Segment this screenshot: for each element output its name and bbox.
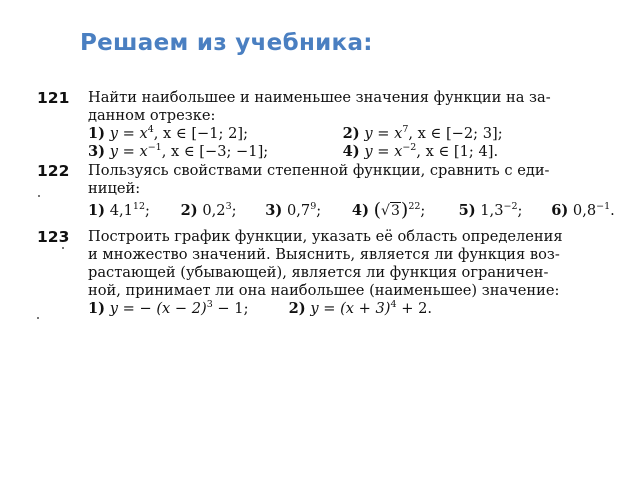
problem-text-line: данном отрезке: (88, 107, 216, 124)
problem-item: 4) $y = x^{-2}$, x ∈ [1; 4]. (342, 142, 499, 160)
problem-items-row (88, 300, 616, 318)
problem-item: 1) y = − $(x - 2)^3 - 1$; (88, 299, 249, 317)
problem-item: 3) $0,7^9$; (265, 201, 322, 219)
problem-number: 123 (37, 228, 70, 246)
problem-text-line: Построить график функции, указать её область определения (88, 228, 563, 245)
problem-text-line: растающей (убывающей), является ли функция ограничен- (88, 264, 549, 281)
problem-items-row (88, 143, 616, 161)
problem-122 (36, 162, 616, 223)
problem-item: 3) $y = x^{-1}$, x ∈ [−3; −1]; (88, 142, 269, 160)
problem-item: 2) $y = x^7$, x ∈ [−2; 3]; (342, 124, 503, 142)
textbook-scan (36, 89, 616, 359)
problem-number: 122 (37, 162, 70, 180)
problem-items-row (88, 125, 616, 143)
problem-text-line: ной, принимает ли она наибольшее (наименьшее) значение: (88, 282, 560, 299)
problem-items-row (88, 198, 616, 223)
scan-speck (38, 195, 40, 197)
problem-item: 1) $4,1^{12}$; (88, 201, 150, 219)
problem-item: 5) $1,3^{-2}$; (458, 201, 523, 219)
problem-text-line: и множество значений. Выяснить, является ли функция воз- (88, 246, 560, 263)
scan-speck (62, 247, 64, 249)
problem-item: 2) $y = (x + 3)^4 + 2$. (288, 299, 432, 317)
problem-item: 1) $y = x^4$, x ∈ [−1; 2]; (88, 124, 248, 142)
problem-number: 121 (37, 89, 70, 107)
problem-text-line: Найти наибольшее и наименьшее значения функции на за- (88, 89, 551, 106)
problem-text-line: Пользуясь свойствами степенной функции, сравнить с еди- (88, 162, 550, 179)
problem-item: 4) $(√3)^{22}$; (351, 199, 426, 221)
problem-123 (36, 228, 616, 318)
problem-item: 2) $0,2^3$; (180, 201, 237, 219)
problem-121 (36, 89, 616, 161)
slide-title: Решаем из учебника: (80, 30, 373, 56)
problem-text-line: ницей: (88, 180, 141, 197)
scan-speck (37, 317, 39, 319)
problem-item: 6) $0,8^{-1}$. (551, 201, 615, 219)
